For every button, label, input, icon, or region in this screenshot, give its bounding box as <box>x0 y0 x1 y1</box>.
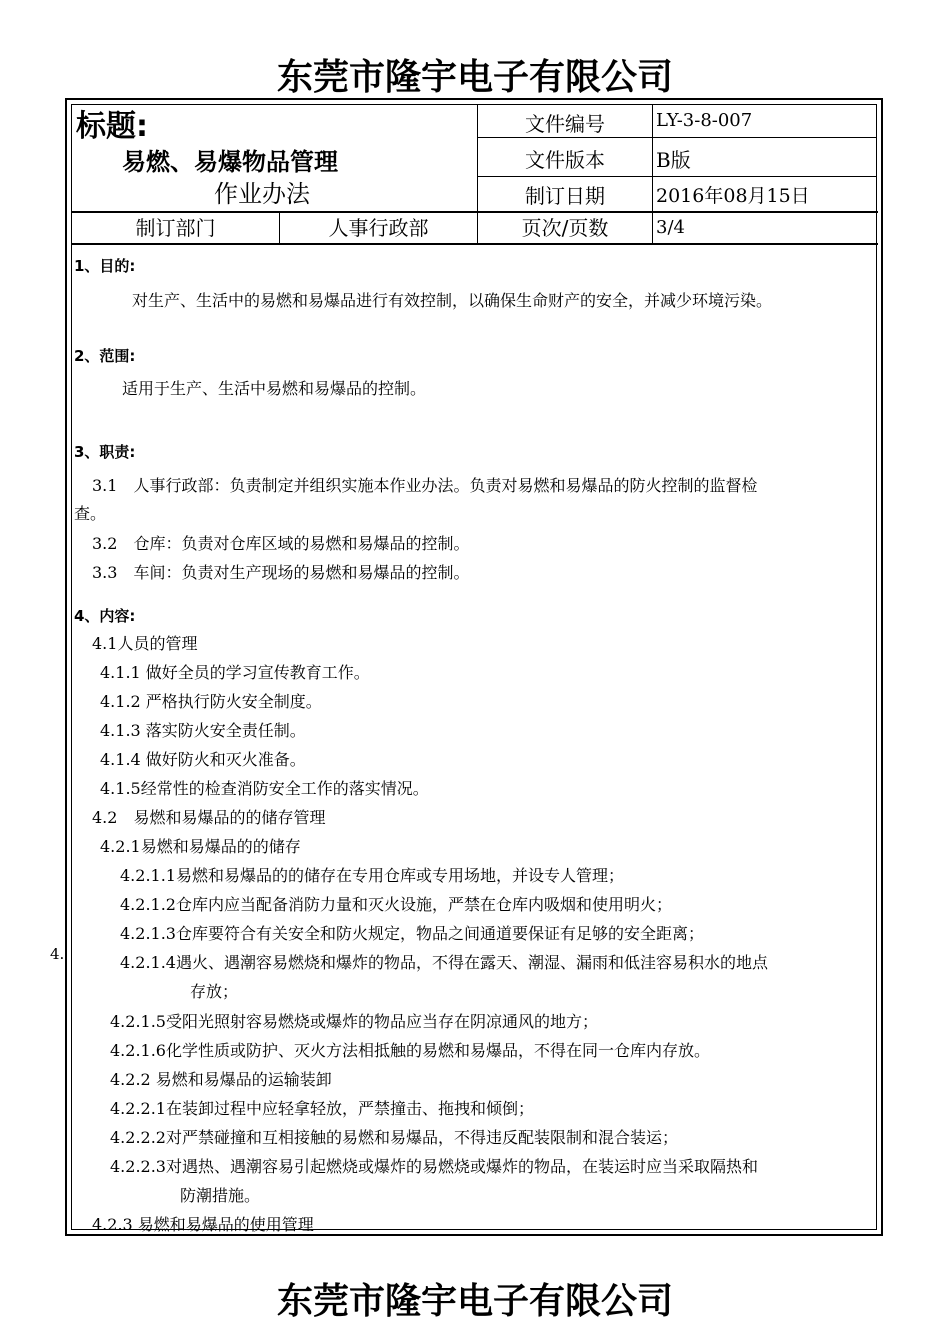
item-4-2-1: 4.2.1易燃和易爆品的的储存 <box>100 837 301 856</box>
item-4-1-3: 4.1.3 落实防火安全责任制。 <box>100 721 306 740</box>
page-label: 页次/页数 <box>521 216 609 240</box>
section-2-title: 2、范围: <box>74 347 136 365</box>
item-4-2-2-3-line1: 4.2.2.3对遇热、遇潮容易引起燃烧或爆炸的易燃烧或爆炸的物品，在装运时应当采取隔热和 <box>110 1157 758 1176</box>
item-4-1-2: 4.1.2 严格执行防火安全制度。 <box>100 692 322 711</box>
title-label: 标题: <box>76 109 148 144</box>
doc-number-value: LY-3-8-007 <box>656 110 753 131</box>
version-value: B版 <box>656 148 691 172</box>
item-3-1-line1: 3.1 人事行政部：负责制定并组织实施本作业办法。负责对易燃和易爆品的防火控制的监督检 <box>92 476 758 495</box>
item-4-2-1-4-line1: 4.2.1.4遇火、遇潮容易燃烧和爆炸的物品，不得在露天、潮湿、漏雨和低洼容易积水的地点 <box>120 953 768 972</box>
section-2-text: 适用于生产、生活中易燃和易爆品的控制。 <box>122 379 427 398</box>
item-4-1-4: 4.1.4 做好防火和灭火准备。 <box>100 750 306 769</box>
company-name-header: 东莞市隆宇电子有限公司 <box>276 57 673 98</box>
item-4-2-1-5: 4.2.1.5受阳光照射容易燃烧或爆炸的物品应当存在阴凉通风的地方； <box>110 1012 598 1031</box>
version-label: 文件版本 <box>525 148 605 172</box>
item-4-1-5: 4.1.5经常性的检查消防安全工作的落实情况。 <box>100 779 429 798</box>
page-value: 3/4 <box>656 217 685 238</box>
section-4-title: 4、内容: <box>74 607 136 625</box>
item-3-1-line2: 查。 <box>74 504 107 523</box>
item-3-3: 3.3 车间：负责对生产现场的易燃和易爆品的控制。 <box>92 563 470 582</box>
dept-label: 制订部门 <box>135 216 216 240</box>
document-table <box>71 104 877 1234</box>
item-4-2-1-1: 4.2.1.1易燃和易爆品的的储存在专用仓库或专用场地，并设专人管理； <box>120 866 624 885</box>
company-name-footer: 东莞市隆宇电子有限公司 <box>276 1281 673 1322</box>
doc-number-label: 文件编号 <box>525 112 605 136</box>
dept-value: 人事行政部 <box>328 216 429 240</box>
item-4-2-2-2: 4.2.2.2对严禁碰撞和互相接触的易燃和易爆品，不得违反配装限制和混合装运； <box>110 1128 678 1147</box>
document-title-line2: 作业办法 <box>214 180 310 208</box>
item-4-2-1-4-line2: 存放； <box>190 982 239 1001</box>
date-value: 2016年08月15日 <box>656 185 810 207</box>
item-4-1: 4.1人员的管理 <box>92 634 198 653</box>
document-title-line1: 易燃、易爆物品管理 <box>122 148 338 176</box>
item-4-2-2-1: 4.2.2.1在装卸过程中应轻拿轻放，严禁撞击、拖拽和倾倒； <box>110 1099 534 1118</box>
section-3-title: 3、职责: <box>74 443 136 461</box>
item-3-2: 3.2 仓库：负责对仓库区域的易燃和易爆品的控制。 <box>92 534 470 553</box>
section-1-text: 对生产、生活中的易燃和易爆品进行有效控制，以确保生命财产的安全，并减少环境污染。 <box>132 291 773 310</box>
date-label: 制订日期 <box>525 184 605 208</box>
stray-margin-mark: 4. <box>50 945 65 963</box>
item-4-2-3: 4.2.3 易燃和易爆品的使用管理 <box>92 1215 314 1234</box>
document-frame <box>65 98 883 1236</box>
item-4-2-2-3-line2: 防潮措施。 <box>180 1186 261 1205</box>
item-4-2-1-3: 4.2.1.3仓库要符合有关安全和防火规定，物品之间通道要保证有足够的安全距离； <box>120 924 704 943</box>
item-4-1-1: 4.1.1 做好全员的学习宣传教育工作。 <box>100 663 370 682</box>
item-4-2: 4.2 易燃和易爆品的的储存管理 <box>92 808 326 827</box>
item-4-2-1-2: 4.2.1.2仓库内应当配备消防力量和灭火设施，严禁在仓库内吸烟和使用明火； <box>120 895 672 914</box>
section-1-title: 1、目的: <box>74 257 136 275</box>
item-4-2-1-6: 4.2.1.6化学性质或防护、灭火方法相抵触的易燃和易爆品，不得在同一仓库内存放。 <box>110 1041 710 1060</box>
item-4-2-2: 4.2.2 易燃和易爆品的运输装卸 <box>110 1070 332 1089</box>
